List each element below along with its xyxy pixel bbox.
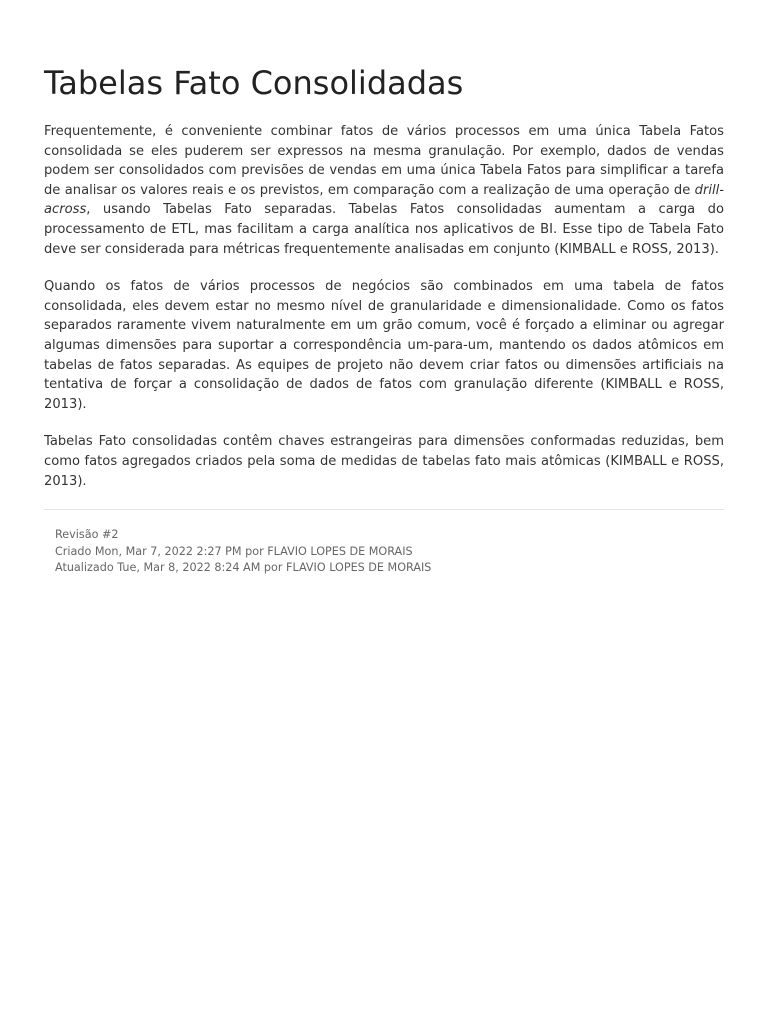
paragraph-1-emphasis: drill-across <box>44 182 724 218</box>
revision-info <box>55 527 724 577</box>
divider <box>44 509 724 510</box>
updated-info: Atualizado Tue, Mar 8, 2022 8:24 AM por FLAVIO LOPES DE MORAIS <box>55 561 432 575</box>
paragraph-3: Tabelas Fato consolidadas contêm chaves estrangeiras para dimensões conformadas reduzidas, bem como fatos agregados criados pela soma de medidas de tabelas fato mais atômicas (KIMBALL e ROSS, 2013). <box>44 434 724 489</box>
revision-number: Revisão #2 <box>55 528 119 542</box>
page-content <box>44 0 724 577</box>
document-body <box>44 122 724 491</box>
page-title: Tabelas Fato Consolidadas <box>44 64 464 102</box>
paragraph-1-text-start: Frequentemente, é conveniente combinar fatos de vários processos em uma única Tabela Fatos consolidada se eles puderem ser expressos na mesma granulação. Por exemplo, dados de vendas podem ser consolidados com previsões de vendas em uma única Tabela Fatos para simplificar a tarefa de analisar os valores reais e os previstos, em comparação com a realização de uma operação de <box>44 124 724 198</box>
paragraph-1-text-end: , usando Tabelas Fato separadas. Tabelas Fatos consolidadas aumentam a carga do processamento de ETL, mas facilitam a carga analítica nos aplicativos de BI. Esse tipo de Tabela Fato deve ser considerada para métricas frequentemente analisadas em conjunto (KIMBALL e ROSS, 2013). <box>44 202 724 257</box>
created-info: Criado Mon, Mar 7, 2022 2:27 PM por FLAVIO LOPES DE MORAIS <box>55 544 413 558</box>
paragraph-1 <box>44 122 724 259</box>
paragraph-2: Quando os fatos de vários processos de negócios são combinados em uma tabela de fatos consolidada, eles devem estar no mesmo nível de granularidade e dimensionalidade. Como os fatos separados raramente vivem naturalmente em um grão comum, você é forçado a eliminar ou agregar algumas dimensões para suportar a correspondência um-para-um, mantendo os dados atômicos em tabelas de fatos separadas. As equipes de projeto não devem criar fatos ou dimensões artificiais na tentativa de forçar a consolidação de dados de fatos com granulação diferente (KIMBALL e ROSS, 2013). <box>44 279 724 412</box>
